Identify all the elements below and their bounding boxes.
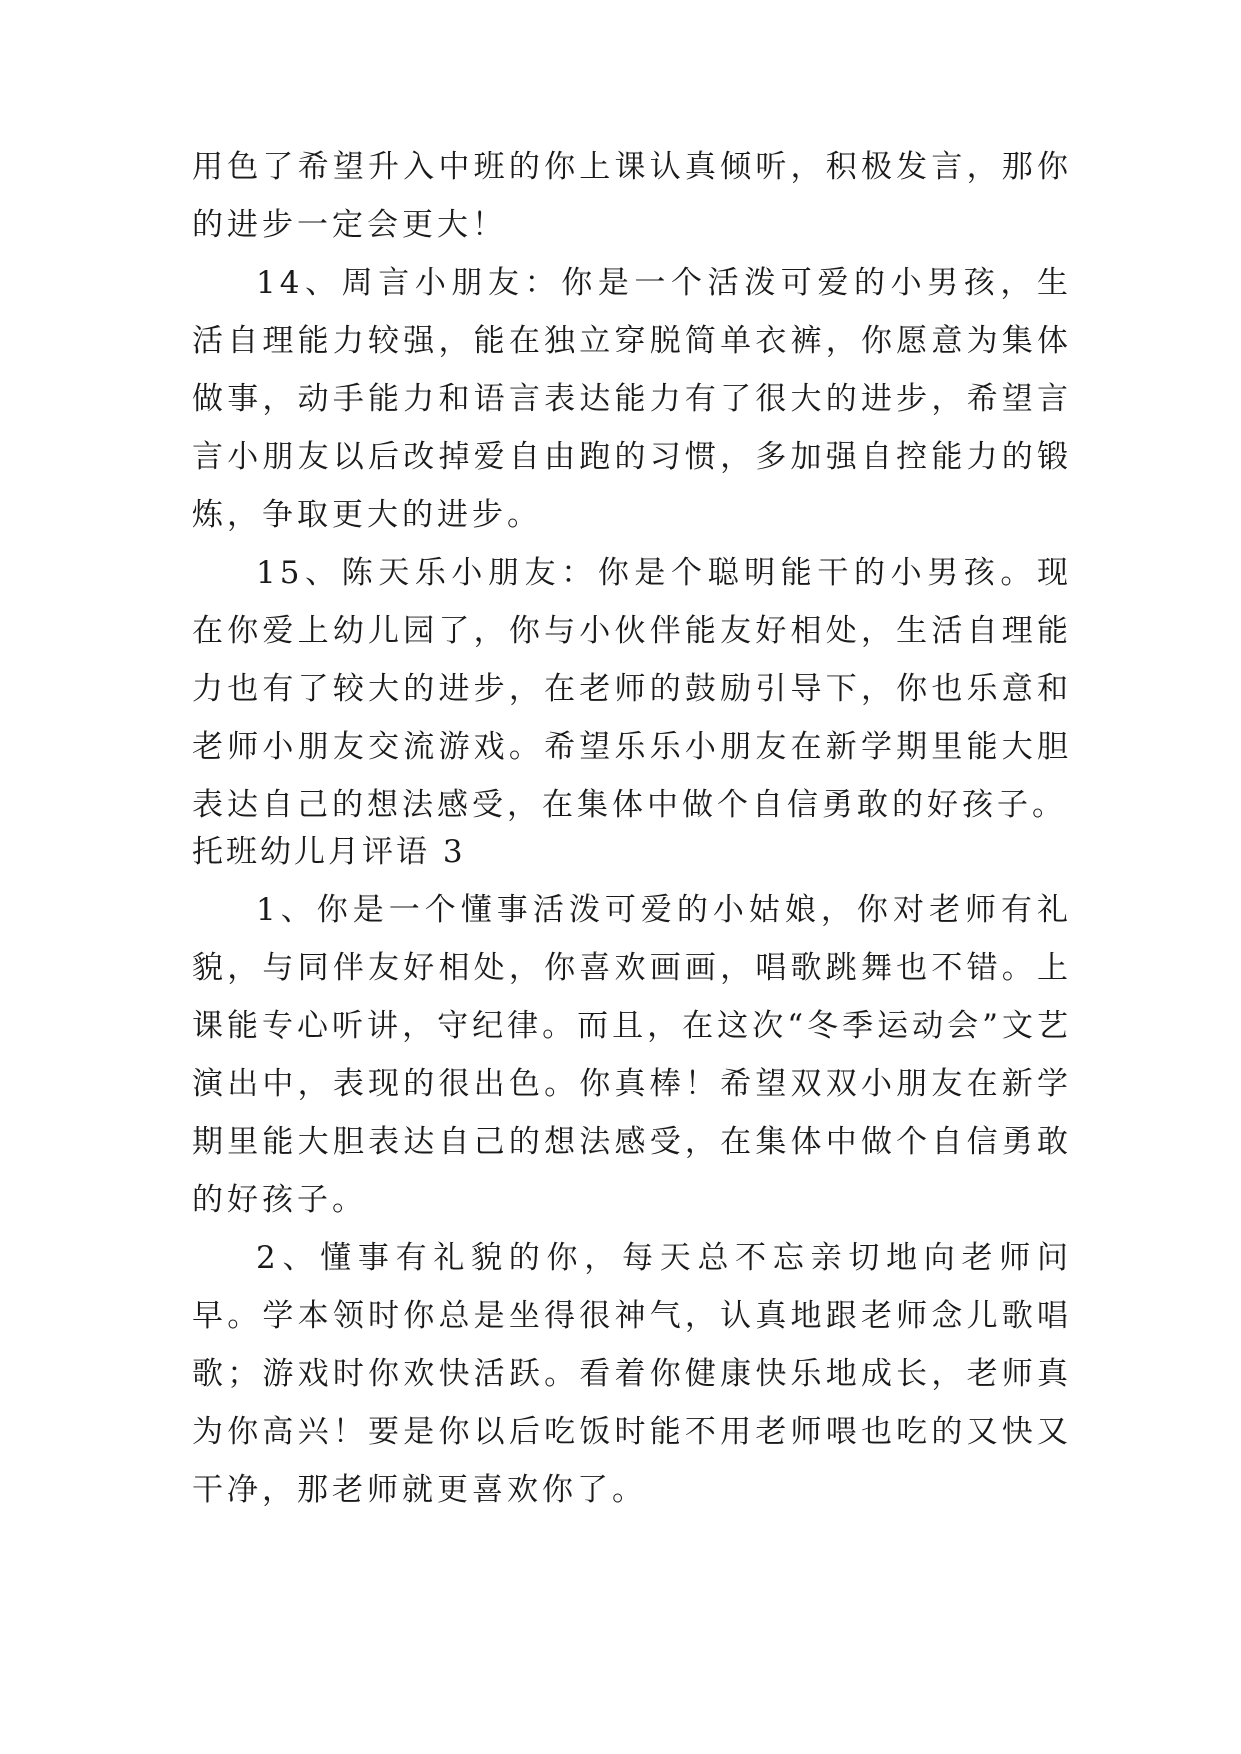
paragraph-item-1: 1、你是一个懂事活泼可爱的小姑娘，你对老师有礼貌，与同伴友好相处，你喜欢画画，唱歌跳舞也不错。上课能专心听讲，守纪律。而且，在这次“冬季运动会”文艺演出中，表现的很出色。你真棒！希望双双小朋友在新学期里能大胆表达自己的想法感受，在集体中做个自信勇敢的好孩子。 bbox=[192, 892, 1072, 1218]
paragraph-continuation: 用色了希望升入中班的你上课认真倾听，积极发言，那你的进步一定会更大！ bbox=[192, 149, 1072, 243]
paragraph-item-15: 15、陈天乐小朋友：你是个聪明能干的小男孩。现在你爱上幼儿园了，你与小伙伴能友好相处，生活自理能力也有了较大的进步，在老师的鼓励引导下，你也乐意和老师小朋友交流游戏。希望乐乐小朋友在新学期里能大胆表达自己的想法感受，在集体中做个自信勇敢的好孩子。 bbox=[192, 555, 1072, 823]
section-block bbox=[192, 823, 1072, 1519]
paragraph-item-2: 2、懂事有礼貌的你，每天总不忘亲切地向老师问早。学本领时你总是坐得很神气，认真地跟老师念儿歌唱歌；游戏时你欢快活跃。看着你健康快乐地成长，老师真为你高兴！要是你以后吃饭时能不用老师喂也吃的又快又干净，那老师就更喜欢你了。 bbox=[192, 1240, 1072, 1508]
section-title: 托班幼儿月评语 3 bbox=[192, 834, 466, 870]
paragraph-item-14: 14、周言小朋友：你是一个活泼可爱的小男孩，生活自理能力较强，能在独立穿脱简单衣裤，你愿意为集体做事，动手能力和语言表达能力有了很大的进步，希望言言小朋友以后改掉爱自由跑的习惯，多加强自控能力的锻炼，争取更大的进步。 bbox=[192, 265, 1072, 533]
top-text-block bbox=[192, 138, 1072, 834]
